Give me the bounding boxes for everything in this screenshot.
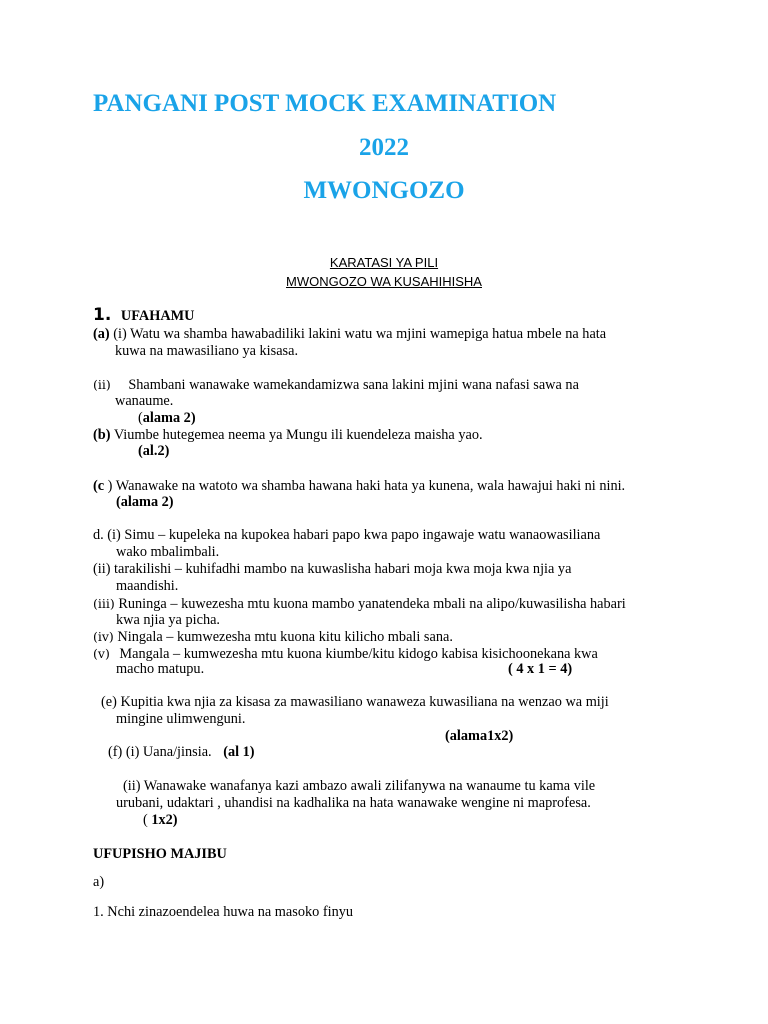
question-number: 1. (93, 305, 112, 325)
question-1-heading (93, 307, 194, 325)
answer-d-iii-label: (iii) (93, 596, 115, 611)
marks-open: ( (143, 812, 152, 828)
answer-d-ii-line1: (ii) tarakilishi – kuhifadhi mambo na kuwaslisha habari moja kwa moja kwa njia ya (93, 561, 572, 577)
answer-d-v-label: (v) (93, 646, 110, 661)
summary-a-label: a) (93, 874, 105, 890)
answer-d-iv-text: Ningala – kumwezesha mtu kuona kitu kilicho mbali sana. (117, 629, 453, 645)
answer-d-v-line2: macho matupu. (116, 661, 205, 677)
answer-a-ii-label: (ii) (93, 377, 111, 392)
answer-d-iv-label: (iv) (93, 629, 114, 644)
answer-d-marks: ( 4 x 1 = 4) (508, 661, 573, 677)
answer-e-line2: mingine ulimwenguni. (116, 711, 246, 727)
answer-c-label: (c (93, 478, 105, 494)
exam-year: 2022 (359, 134, 409, 161)
answer-a-line2: kuwa na mawasiliano ya kisasa. (115, 343, 299, 359)
answer-a-label: (a) (93, 326, 110, 342)
answer-a-ii-line2: wanaume. (115, 393, 174, 409)
answer-f-ii-marks (143, 812, 178, 829)
answer-c-marks: (alama 2) (116, 494, 174, 510)
marking-guide-title: MWONGOZO WA KUSAHIHISHA (286, 274, 482, 289)
answer-f-i (108, 744, 255, 761)
answer-f-ii-line1: (ii) Wanawake wanafanya kazi ambazo awali zilifanywa na wanaume tu kama vile (123, 778, 596, 794)
marks-value: 1x2) (151, 812, 178, 828)
summary-point-1: 1. Nchi zinazoendelea huwa na masoko finyu (93, 904, 354, 920)
answer-a-ii-marks (138, 410, 196, 427)
answer-d-i-line1: d. (i) Simu – kupeleka na kupokea habari papo kwa papo ingawaje watu wanaowasiliana (93, 527, 601, 543)
answer-a-ii-text: Shambani wanawake wamekandamizwa sana lakini mjini wana nafasi sawa na (128, 377, 579, 393)
answer-c (93, 478, 625, 495)
answer-d-i-line2: wako mbalimbali. (116, 544, 220, 560)
answer-b-text: Viumbe hutegemea neema ya Mungu ili kuendeleza maisha yao. (113, 427, 483, 443)
answer-d-ii-line2: maandishi. (116, 578, 179, 594)
answer-c-text: ) Wanawake na watoto wa shamba hawana haki hata ya kunena, wala hawajui haki ni nini. (104, 478, 626, 494)
summary-heading: UFUPISHO MAJIBU (93, 846, 227, 862)
answer-d-iii-text: Runinga – kuwezesha mtu kuona mambo yanatendeka mbali na alipo/kuwasilisha habari (118, 596, 626, 612)
answer-b (93, 427, 483, 444)
exam-title: PANGANI POST MOCK EXAMINATION (93, 90, 557, 117)
answer-d-iii-line1 (93, 595, 626, 613)
answer-b-marks: (al.2) (138, 443, 170, 459)
marks-open: ( (138, 410, 143, 426)
answer-a-text: (i) Watu wa shamba hawabadiliki lakini watu wa mjini wamepiga hatua mbele na hata (113, 326, 607, 342)
answer-e-marks: (alama1x2) (445, 728, 514, 744)
answer-a-line1 (93, 326, 606, 343)
paper-title: KARATASI YA PILI (329, 255, 439, 270)
answer-d-v-text: Mangala – kumwezesha mtu kuona kiumbe/kitu kidogo kabisa kisichoonekana kwa (119, 646, 598, 662)
answer-b-label: (b) (93, 427, 111, 443)
answer-e-line1: (e) Kupitia kwa njia za kisasa za mawasiliano wanaweza kuwasiliana na wenzao wa miji (101, 694, 609, 710)
answer-d-iv (93, 628, 453, 646)
answer-f-i-text: (f) (i) Uana/jinsia. (108, 744, 212, 760)
answer-a-ii-line1 (93, 376, 579, 394)
question-heading: UFAHAMU (120, 308, 195, 324)
answer-f-i-marks: (al 1) (223, 744, 255, 760)
answer-d-iii-line2: kwa njia ya picha. (116, 612, 221, 628)
answer-f-ii-line2: urubani, udaktari , uhandisi na kadhalika na hata wanawake wengine ni maprofesa. (116, 795, 591, 811)
marks-value: alama 2) (142, 410, 196, 426)
exam-subtitle: MWONGOZO (303, 177, 465, 204)
